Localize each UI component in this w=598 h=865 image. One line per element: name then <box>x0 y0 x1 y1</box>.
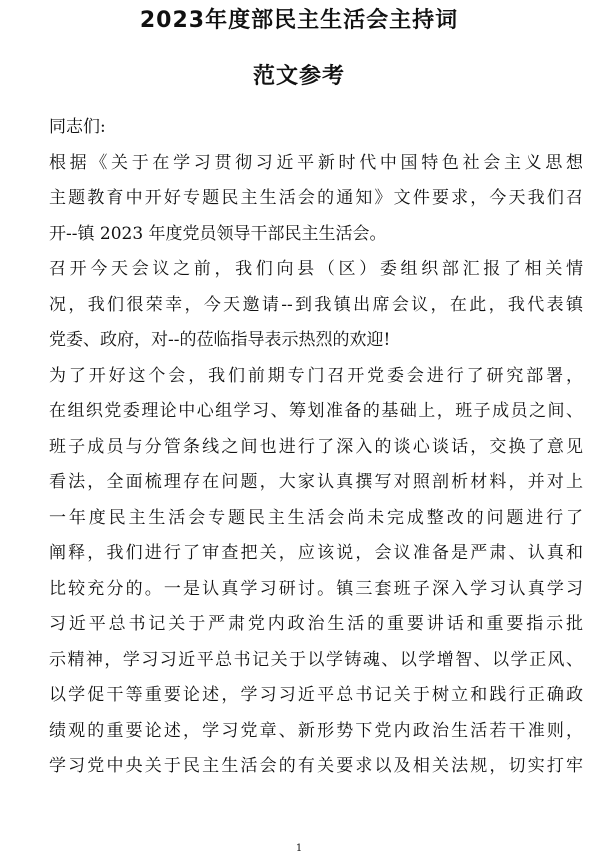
paragraph-line: 绩观的重要论述，学习党章、新形势下党内政治生活若干准则， <box>49 720 583 741</box>
paragraph-line: 阐释，我们进行了审查把关，应该说，会议准备是严肃、认真和 <box>49 543 583 563</box>
paragraph-line: 召开今天会议之前，我们向县（区）委组织部汇报了相关情 <box>49 259 583 279</box>
paragraph-line: 党委、政府，对--的莅临指导表示热烈的欢迎! <box>49 330 391 350</box>
paragraph-line: 学习党中央关于民主生活会的有关要求以及相关法规，切实打牢 <box>49 756 583 776</box>
paragraph-line: 为了开好这个会，我们前期专门召开党委会进行了研究部署， <box>49 365 583 386</box>
document-subtitle: 范文参考 <box>252 64 345 89</box>
paragraph-3 <box>15 359 583 785</box>
paragraph-line: 习近平总书记关于严肃党内政治生活的重要讲话和重要指示批 <box>49 614 583 634</box>
paragraph-line: 在组织党委理论中心组学习、筹划准备的基础上，班子成员之间、 <box>49 401 583 421</box>
paragraph-line: 主题教育中开好专题民主生活会的通知》文件要求，今天我们召 <box>49 188 583 208</box>
paragraph-1 <box>15 146 583 253</box>
paragraph-line: 根据《关于在学习贯彻习近平新时代中国特色社会主义思想 <box>49 152 583 173</box>
paragraph-line: 开--镇 2023 年度党员领导干部民主生活会。 <box>49 223 387 244</box>
document-title: 2023年度部民主生活会主持词 <box>139 8 459 33</box>
document-body <box>15 110 583 785</box>
paragraph-line: 以学促干等重要论述，学习习近平总书记关于树立和践行正确政 <box>49 685 583 705</box>
paragraph-line: 班子成员与分管条线之间也进行了深入的谈心谈话，交换了意见 <box>49 436 583 457</box>
paragraph-line: 一年度民主生活会专题民主生活会尚未完成整改的问题进行了 <box>49 507 583 528</box>
paragraph-line: 况，我们很荣幸，今天邀请--到我镇出席会议，在此，我代表镇 <box>49 294 583 315</box>
paragraph-line: 看法，全面梳理存在问题，大家认真撰写对照剖析材料，并对上 <box>49 472 583 492</box>
page-number: 1 <box>295 843 303 854</box>
greeting-line: 同志们: <box>49 117 106 137</box>
paragraph-line: 比较充分的。一是认真学习研讨。镇三套班子深入学习认真学习 <box>49 578 583 599</box>
paragraph-line: 示精神，学习习近平总书记关于以学铸魂、以学增智、以学正风、 <box>49 649 583 670</box>
paragraph-2 <box>15 252 583 359</box>
